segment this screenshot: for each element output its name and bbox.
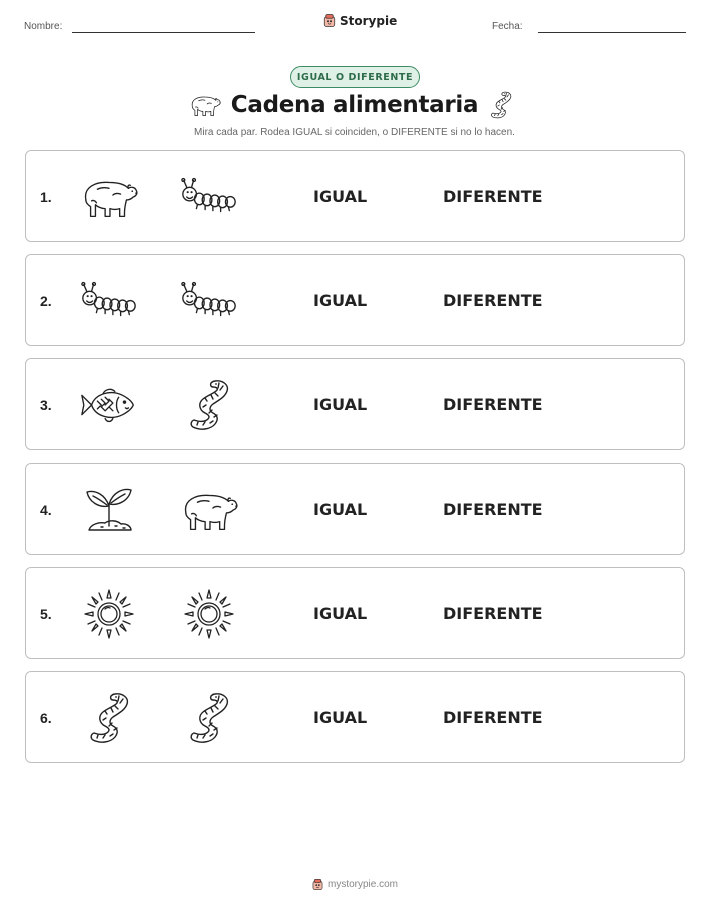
choice-igual[interactable]: IGUAL	[313, 395, 368, 415]
row-number: 1.	[40, 189, 52, 205]
choice-diferente[interactable]: DIFERENTE	[443, 395, 543, 415]
row-number: 3.	[40, 397, 52, 414]
instructions: Mira cada par. Rodea IGUAL si coinciden, o DIFERENTE si no lo hacen.	[194, 127, 515, 138]
exercise-row	[25, 463, 685, 555]
exercise-row	[25, 358, 685, 450]
exercise-row	[25, 150, 685, 242]
brand-name: Storypie	[340, 13, 398, 28]
choice-diferente[interactable]: DIFERENTE	[443, 603, 543, 623]
sun-icon	[78, 586, 140, 642]
worksheet-header	[0, 0, 709, 50]
caterpillar-icon	[78, 273, 140, 329]
footer-site[interactable]: mystorypie.com	[327, 879, 398, 890]
choice-diferente[interactable]: DIFERENTE	[443, 707, 543, 727]
exercise-list	[25, 150, 685, 775]
choice-igual[interactable]: IGUAL	[313, 499, 368, 519]
name-line[interactable]	[72, 32, 255, 33]
worm-icon	[178, 377, 240, 433]
brand-logo	[322, 13, 397, 28]
row-number: 4.	[40, 501, 52, 518]
choice-igual[interactable]: IGUAL	[313, 603, 368, 623]
exercise-row	[25, 254, 685, 346]
activity-badge: IGUAL O DIFERENTE	[290, 66, 420, 88]
name-label: Nombre:	[24, 21, 63, 32]
worm-icon	[78, 690, 140, 746]
choice-igual[interactable]: IGUAL	[313, 291, 368, 311]
caterpillar-icon	[178, 273, 240, 329]
choice-diferente[interactable]: DIFERENTE	[443, 499, 543, 519]
mascot-icon	[322, 13, 337, 28]
caterpillar-icon	[178, 169, 240, 225]
fish-icon	[78, 377, 140, 433]
choice-diferente[interactable]: DIFERENTE	[443, 291, 543, 311]
row-number: 5.	[40, 605, 52, 622]
worm-icon	[178, 690, 240, 746]
worm-icon	[488, 90, 514, 120]
sun-icon	[178, 586, 240, 642]
exercise-row	[25, 567, 685, 659]
page-title: Cadena alimentaria	[230, 92, 479, 118]
row-number: 6.	[40, 709, 52, 726]
bear-icon	[78, 169, 140, 225]
row-number: 2.	[40, 293, 52, 310]
mascot-icon	[311, 878, 324, 891]
choice-diferente[interactable]: DIFERENTE	[443, 187, 543, 206]
sprout-icon	[78, 482, 140, 538]
footer	[0, 878, 709, 891]
choice-igual[interactable]: IGUAL	[313, 707, 368, 727]
date-label: Fecha:	[492, 21, 523, 32]
exercise-row	[25, 671, 685, 763]
bear-icon	[178, 482, 240, 538]
date-line[interactable]	[538, 32, 686, 33]
choice-igual[interactable]: IGUAL	[313, 187, 368, 206]
